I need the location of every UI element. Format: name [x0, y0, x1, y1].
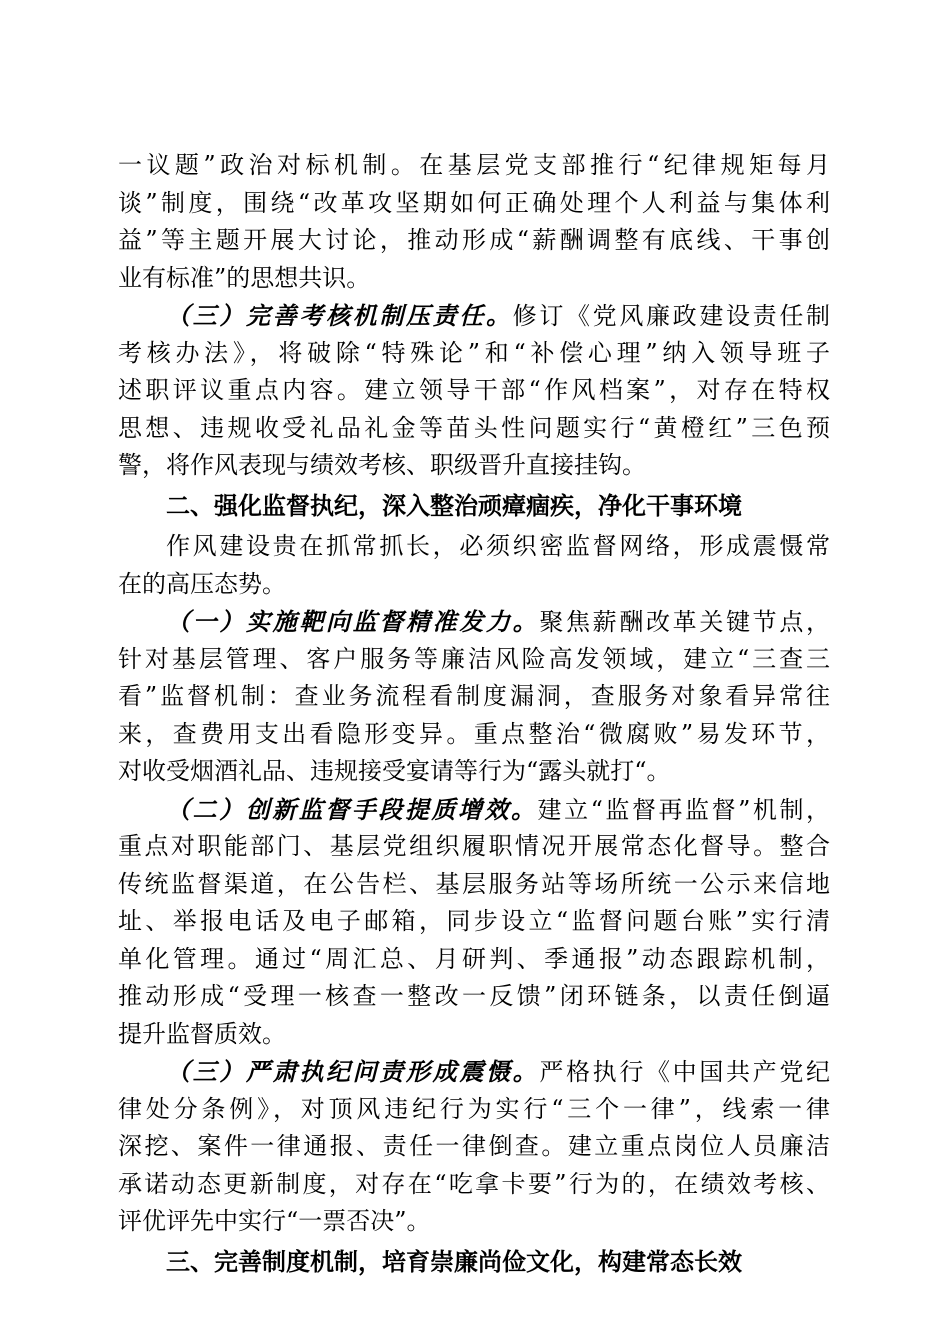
text-line: 在的高压态势。	[118, 569, 286, 598]
text-span: 建立“监督再监督”机制，	[537, 795, 830, 824]
text-line: 考核办法》，将破除“特殊论”和“补偿心理”纳入领导班子	[118, 338, 830, 367]
section-heading-2: 二、强化监督执纪，深入整治顽瘴痼疾，净化干事环境	[166, 491, 742, 520]
text-line: 业有标准”的思想共识。	[118, 263, 371, 292]
text-line: 述职评议重点内容。建立领导干部“作风档案”，对存在特权	[118, 376, 830, 404]
text-line	[118, 1053, 830, 1091]
paragraph-2	[118, 297, 830, 485]
text-line: 作风建设贵在抓常抓长，必须织密监督网络，形成震慑常	[166, 532, 830, 560]
text-line: 单化管理。通过“周汇总、月研判、季通报”动态跟踪机制，	[118, 944, 830, 973]
text-line: 推动形成“受理一核查一整改一反馈”闭环链条，以责任倒逼	[118, 982, 830, 1010]
text-line: 一议题”政治对标机制。在基层党支部推行“纪律规矩每月	[118, 151, 830, 179]
text-span: 严格执行《中国共产党纪	[539, 1058, 830, 1086]
text-line: 传统监督渠道，在公告栏、基层服务站等场所统一公示来信地	[118, 869, 830, 898]
paragraph-4	[118, 603, 830, 791]
text-line: 警，将作风表现与绩效考核、职级晋升直接挂钩。	[118, 451, 646, 479]
text-line: 思想、违规收受礼品礼金等苗头性问题实行“黄橙红”三色预	[118, 413, 830, 442]
text-line	[118, 603, 830, 641]
text-span: 修订《党风廉政建设责任制	[512, 302, 830, 330]
subheading-lead: （二）创新监督手段提质增效。	[166, 794, 538, 824]
text-line: 对收受烟酒礼品、违规接受宴请等行为“露头就打“。	[118, 757, 671, 785]
text-line: 谈”制度，围绕“改革攻坚期如何正确处理个人利益与集体利	[118, 188, 830, 217]
paragraph-5	[118, 791, 830, 1054]
subheading-lead: （三）完善考核机制压责任。	[166, 301, 513, 330]
text-line: 看”监督机制：查业务流程看制度漏洞，查服务对象看异常往	[118, 682, 830, 710]
text-line	[118, 791, 830, 829]
paragraph-3	[118, 528, 830, 603]
text-line: 评优评先中实行“一票否决”。	[118, 1207, 431, 1235]
text-line: 址、举报电话及电子邮箱，同步设立“监督问题台账”实行清	[118, 907, 830, 935]
section-heading-3: 三、完善制度机制，培育崇廉尚俭文化，构建常态长效	[166, 1247, 742, 1276]
paragraph-6	[118, 1053, 830, 1241]
text-line	[118, 297, 830, 335]
text-line: 提升监督质效。	[118, 1019, 286, 1048]
text-line: 承诺动态更新制度，对存在“吃拿卡要”行为的，在绩效考核、	[118, 1169, 830, 1198]
text-line: 深挖、案件一律通报、责任一律倒查。建立重点岗位人员廉洁	[118, 1132, 830, 1160]
text-line: 益”等主题开展大讨论，推动形成“薪酬调整有底线、干事创	[118, 226, 830, 254]
text-line: 针对基层管理、客户服务等廉洁风险高发领域，建立“三查三	[118, 644, 830, 673]
text-line: 律处分条例》，对顶风违纪行为实行“三个一律”，线索一律	[118, 1094, 830, 1123]
subheading-lead: （三）严肃执纪问责形成震慑。	[166, 1057, 540, 1086]
document-page	[118, 147, 830, 1284]
text-line: 来，查费用支出看隐形变异。重点整治“微腐败”易发环节，	[118, 719, 830, 748]
subheading-lead: （一）实施靶向监督精准发力。	[166, 607, 540, 636]
text-line: 重点对职能部门、基层党组织履职情况开展常态化督导。整合	[118, 832, 830, 860]
paragraph-1	[118, 147, 830, 297]
text-span: 聚焦薪酬改革关键节点，	[539, 608, 830, 636]
